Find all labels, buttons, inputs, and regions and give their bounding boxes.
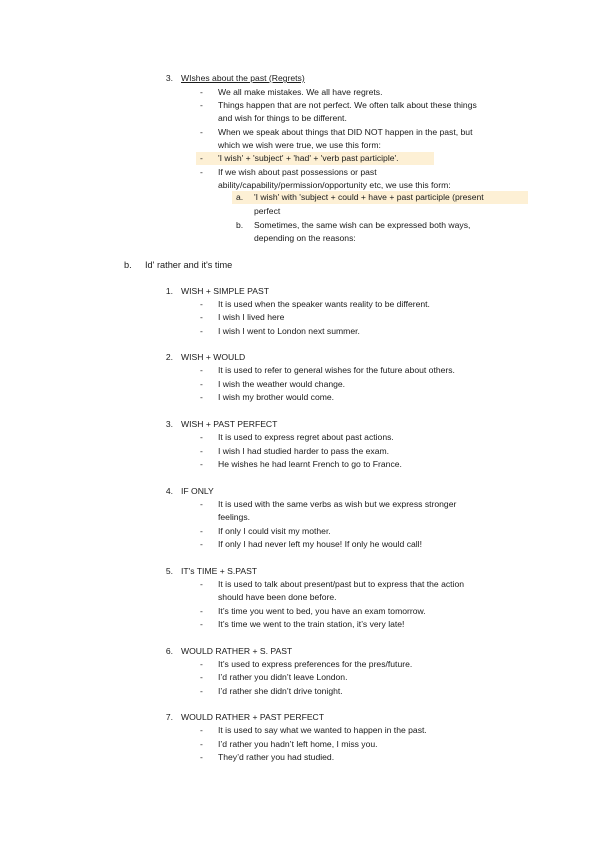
item-number: 6. [165, 646, 173, 656]
item-title: WOULD RATHER + PAST PERFECT [181, 712, 325, 722]
bullet-text: It is used to express regret about past actions. [218, 432, 394, 442]
bullet-text: It’s used to express preferences for the pres/future. [218, 659, 413, 669]
sub-text: perfect [254, 206, 281, 216]
bullet-dash: - [200, 539, 203, 549]
section-heading: WIshes about the past (Regrets) [181, 73, 305, 83]
bullet-dash: - [200, 153, 203, 163]
bullet-dash: - [200, 312, 203, 322]
bullet-dash: - [200, 446, 203, 456]
bullet-dash: - [200, 167, 203, 177]
bullet-dash: - [200, 365, 203, 375]
bullet-text: I’d rather she didn’t drive tonight. [218, 686, 343, 696]
item-title: WISH + WOULD [181, 352, 246, 362]
bullet-dash: - [200, 499, 203, 509]
bullet-text: We all make mistakes. We all have regrets. [218, 87, 383, 97]
item-number: 4. [165, 486, 173, 496]
bullet-text: ability/capability/permission/opportunity etc, we use this form: [218, 180, 451, 190]
bullet-text: It’s time we went to the train station, it’s very late! [218, 619, 405, 629]
bullet-dash: - [200, 686, 203, 696]
item-title: IT's TIME + S.PAST [181, 566, 258, 576]
bullet-dash: - [200, 432, 203, 442]
bullet-text: Things happen that are not perfect. We often talk about these things [218, 100, 477, 110]
bullet-dash: - [200, 725, 203, 735]
bullet-dash: - [200, 606, 203, 616]
bullet-dash: - [200, 659, 203, 669]
bullet-dash: - [200, 127, 203, 137]
bullet-text: It is used to talk about present/past but to express that the action [218, 579, 465, 589]
item-title: WOULD RATHER + S. PAST [181, 646, 293, 656]
bullet-text: and wish for things to be different. [218, 113, 347, 123]
bullet-text: It is used with the same verbs as wish but we express stronger [218, 499, 457, 509]
bullet-text: I’d rather you didn’t leave London. [218, 672, 348, 682]
sub-label: a. [236, 192, 244, 202]
bullet-text: If we wish about past possessions or past [218, 167, 377, 177]
bullet-dash: - [200, 100, 203, 110]
bullet-dash: - [200, 326, 203, 336]
bullet-dash: - [200, 392, 203, 402]
bullet-text: should have been done before. [218, 592, 337, 602]
bullet-text: I wish I went to London next summer. [218, 326, 360, 336]
bullet-dash: - [200, 579, 203, 589]
sub-text-highlighted: 'I wish' with 'subject + could + have + past participle (present [254, 192, 484, 202]
bullet-text: It’s time you went to bed, you have an exam tomorrow. [218, 606, 426, 616]
bullet-text: I wish I had studied harder to pass the exam. [218, 446, 390, 456]
bullet-text: If only I could visit my mother. [218, 526, 331, 536]
bullet-text: They’d rather you had studied. [218, 752, 335, 762]
sub-text: depending on the reasons: [254, 233, 356, 243]
section-label: b. [124, 260, 132, 270]
item-number: 3. [165, 419, 173, 429]
item-title: WISH + SIMPLE PAST [181, 286, 269, 296]
bullet-text: I’d rather you hadn’t left home, I miss you. [218, 739, 378, 749]
bullet-dash: - [200, 672, 203, 682]
bullet-text-highlighted: 'I wish' + 'subject' + 'had' + 'verb past participle'. [218, 153, 399, 163]
heading-number: 3. [165, 73, 173, 83]
bullet-text: feelings. [218, 512, 251, 522]
item-title: IF ONLY [181, 486, 214, 496]
bullet-dash: - [200, 526, 203, 536]
item-number: 5. [165, 566, 173, 576]
bullet-dash: - [200, 619, 203, 629]
section-title: Id' rather and it's time [145, 260, 233, 270]
bullet-dash: - [200, 739, 203, 749]
sub-text: Sometimes, the same wish can be expressed both ways, [254, 220, 471, 230]
bullet-text: I wish I lived here [218, 312, 285, 322]
bullet-text: I wish my brother would come. [218, 392, 335, 402]
item-number: 7. [165, 712, 173, 722]
bullet-text: It is used to refer to general wishes for the future about others. [218, 365, 455, 375]
item-number: 1. [165, 286, 173, 296]
bullet-dash: - [200, 379, 203, 389]
bullet-dash: - [200, 752, 203, 762]
bullet-text: It is used to say what we wanted to happen in the past. [218, 725, 427, 735]
bullet-text: It is used when the speaker wants reality to be different. [218, 299, 430, 309]
bullet-dash: - [200, 459, 203, 469]
item-number: 2. [165, 352, 173, 362]
item-title: WISH + PAST PERFECT [181, 419, 278, 429]
sub-label: b. [236, 220, 244, 230]
bullet-text: If only I had never left my house! If only he would call! [218, 539, 422, 549]
bullet-text: I wish the weather would change. [218, 379, 346, 389]
bullet-text: which we wish were true, we use this form: [218, 140, 381, 150]
bullet-text: He wishes he had learnt French to go to France. [218, 459, 402, 469]
bullet-dash: - [200, 299, 203, 309]
bullet-text: When we speak about things that DID NOT happen in the past, but [218, 127, 473, 137]
bullet-dash: - [200, 87, 203, 97]
